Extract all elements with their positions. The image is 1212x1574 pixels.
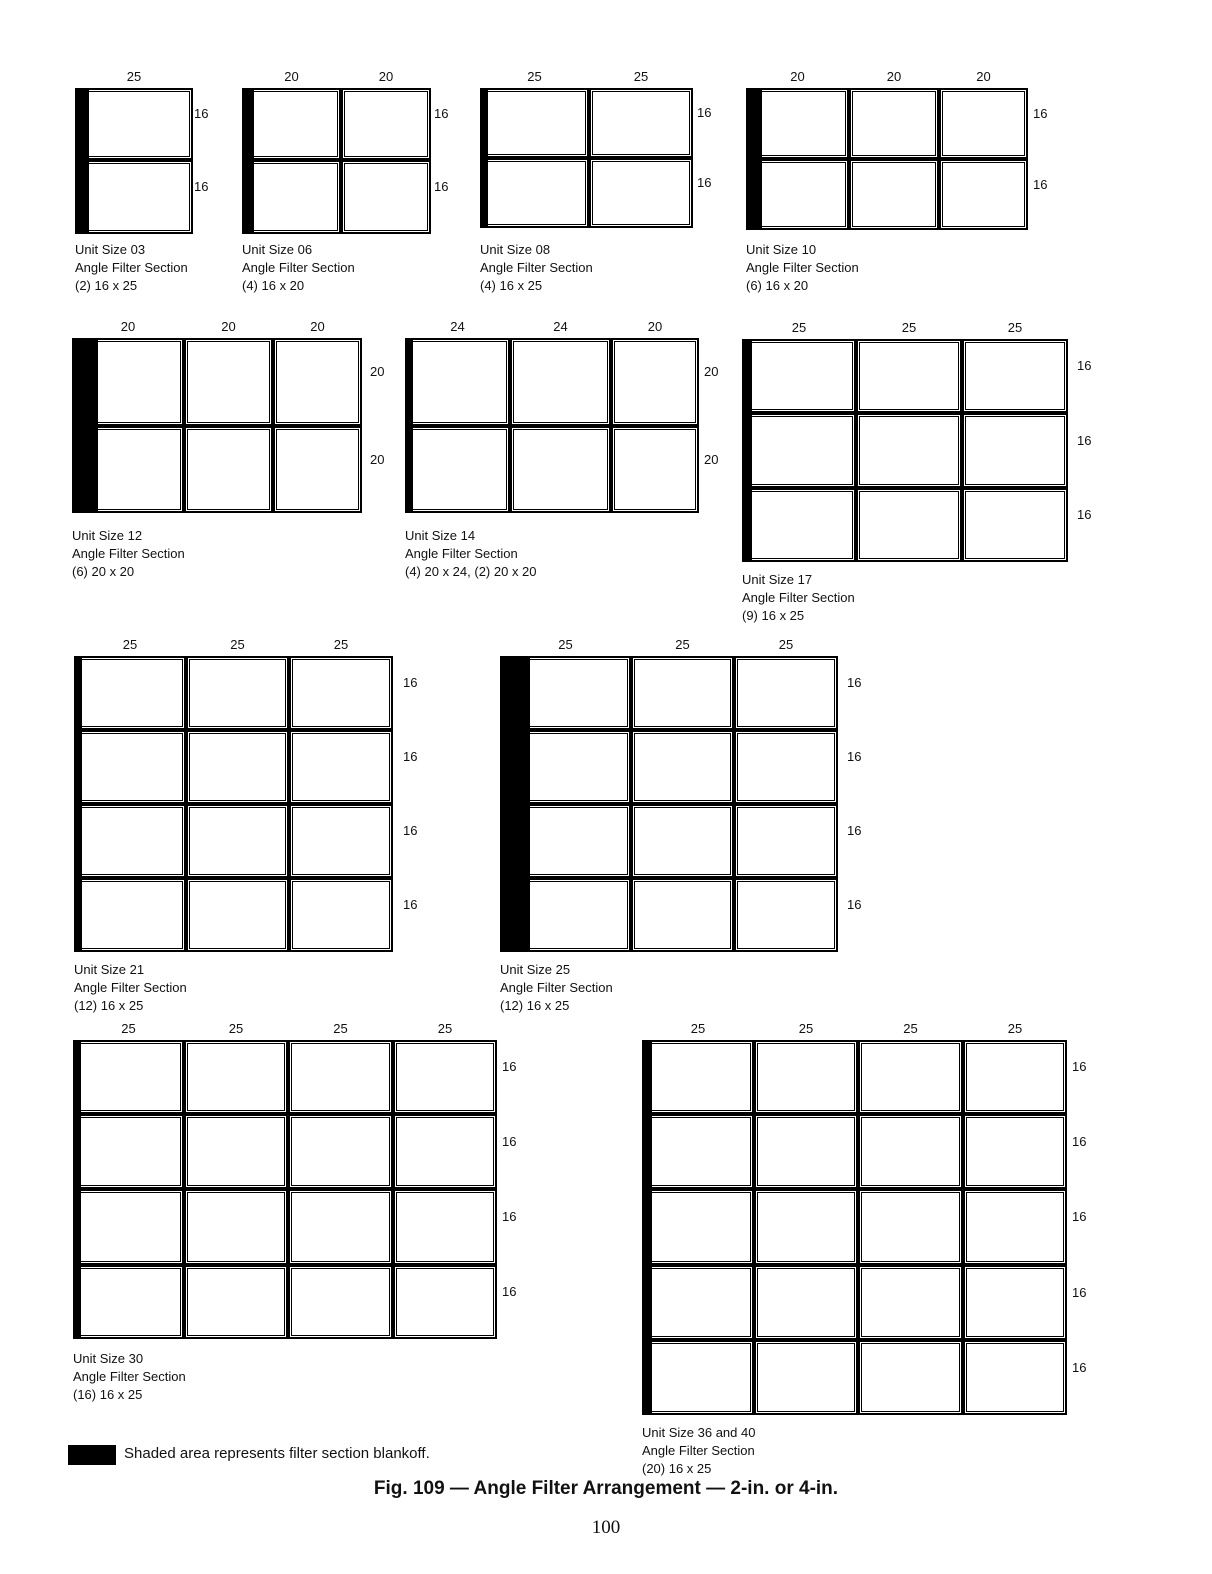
- filter-cell: [963, 1189, 1067, 1265]
- filter-cell: [631, 656, 734, 730]
- caption-line: (4) 20 x 24, (2) 20 x 20: [405, 564, 537, 579]
- filter-cell: [186, 656, 289, 730]
- filter-cell: [642, 1114, 754, 1189]
- filter-cell: [341, 160, 431, 234]
- caption-line: Angle Filter Section: [500, 980, 613, 995]
- column-width-label: 25: [901, 320, 917, 335]
- row-height-label: 16: [502, 1133, 517, 1149]
- filter-cell: [642, 1265, 754, 1340]
- filter-cell: [856, 488, 962, 562]
- blankoff-bar: [73, 1114, 81, 1189]
- filter-cell: [589, 158, 693, 228]
- row-height-label: 16: [847, 897, 862, 912]
- blankoff-bar: [500, 656, 530, 730]
- column-width-label: 25: [633, 69, 649, 84]
- filter-cell: [589, 88, 693, 158]
- filter-cell: [734, 730, 838, 804]
- blankoff-swatch: [68, 1445, 116, 1465]
- unit-caption: [242, 241, 355, 295]
- filter-cell: [184, 1265, 288, 1339]
- filter-cell: [288, 1189, 393, 1265]
- blankoff-bar: [742, 413, 752, 488]
- blankoff-bar: [72, 426, 98, 513]
- filter-cell: [242, 88, 341, 160]
- caption-line: (4) 16 x 20: [242, 278, 305, 293]
- column-width-label: 20: [976, 69, 991, 84]
- filter-cell: [754, 1040, 858, 1114]
- filter-cell: [184, 338, 273, 426]
- filter-cell: [611, 426, 699, 513]
- row-height-label: 16: [194, 106, 209, 121]
- filter-cell: [631, 804, 734, 878]
- caption-line: Unit Size 17: [742, 572, 813, 587]
- blankoff-bar: [746, 159, 762, 230]
- filter-cell: [631, 878, 734, 952]
- unit-caption: [642, 1424, 755, 1478]
- filter-cell: [74, 656, 186, 730]
- filter-cell: [273, 426, 362, 513]
- row-height-label: 16: [697, 175, 712, 190]
- row-height-label: 16: [1033, 105, 1048, 121]
- blankoff-bar: [500, 804, 530, 878]
- filter-cell: [288, 1114, 393, 1189]
- blankoff-bar: [242, 88, 254, 160]
- caption-line: Angle Filter Section: [75, 260, 188, 275]
- column-width-label: 20: [378, 69, 394, 84]
- row-height-label: 16: [697, 105, 712, 120]
- filter-cell: [393, 1189, 497, 1265]
- filter-cell: [858, 1340, 963, 1415]
- blankoff-bar: [405, 426, 413, 513]
- filter-cell: [510, 338, 611, 426]
- filter-cell: [273, 338, 362, 426]
- filter-cell: [405, 338, 510, 426]
- blankoff-bar: [74, 804, 82, 878]
- blankoff-bar: [74, 730, 82, 804]
- column-width-label: 20: [221, 319, 236, 334]
- unit-caption: [73, 1350, 186, 1404]
- figure-title: Fig. 109 — Angle Filter Arrangement — 2-in. or 4-in.: [373, 1478, 839, 1499]
- row-height-label: 16: [1077, 432, 1092, 448]
- row-height-label: 16: [403, 897, 418, 912]
- column-width-label: 25: [778, 637, 794, 652]
- column-width-label: 25: [126, 69, 142, 84]
- row-height-label: 16: [403, 749, 418, 764]
- filter-cell: [242, 160, 341, 234]
- caption-line: (6) 20 x 20: [72, 564, 135, 579]
- filter-cell: [184, 426, 273, 513]
- row-height-label: 16: [434, 106, 449, 121]
- caption-line: (2) 16 x 25: [75, 278, 138, 293]
- caption-line: Angle Filter Section: [642, 1443, 755, 1458]
- row-height-label: 20: [704, 451, 719, 467]
- column-width-label: 25: [230, 637, 245, 652]
- row-height-label: 16: [1033, 176, 1048, 192]
- filter-cell: [856, 339, 962, 413]
- blankoff-bar: [500, 730, 530, 804]
- caption-line: (9) 16 x 25: [742, 608, 805, 623]
- filter-cell: [341, 88, 431, 160]
- filter-cell: [288, 1040, 393, 1114]
- row-height-label: 20: [704, 364, 719, 379]
- blankoff-bar: [480, 158, 488, 228]
- filter-cell: [480, 158, 589, 228]
- row-height-label: 16: [1072, 1359, 1087, 1375]
- blankoff-bar: [642, 1340, 652, 1415]
- column-width-label: 25: [121, 1021, 136, 1036]
- blankoff-bar: [74, 656, 82, 730]
- filter-cell: [642, 1340, 754, 1415]
- row-height-label: 16: [1077, 358, 1092, 373]
- filter-cell: [734, 656, 838, 730]
- caption-line: Unit Size 06: [242, 242, 313, 257]
- row-height-label: 16: [847, 823, 862, 838]
- unit-caption: [75, 241, 188, 295]
- blankoff-bar: [75, 160, 89, 234]
- blankoff-bar: [746, 88, 762, 159]
- filter-cell: [754, 1265, 858, 1340]
- row-height-label: 20: [370, 364, 385, 379]
- column-width-label: 25: [558, 637, 573, 652]
- filter-cell: [742, 413, 856, 488]
- blankoff-bar: [642, 1040, 652, 1114]
- column-width-label: 25: [791, 320, 807, 335]
- unit-caption: [480, 241, 593, 295]
- blankoff-bar: [480, 88, 488, 158]
- filter-cell: [754, 1189, 858, 1265]
- blankoff-bar: [642, 1189, 652, 1265]
- filter-cell: [611, 338, 699, 426]
- filter-cell: [393, 1114, 497, 1189]
- blankoff-bar: [72, 338, 98, 426]
- filter-cell: [849, 159, 939, 230]
- caption-line: Unit Size 14: [405, 528, 476, 543]
- column-width-label: 20: [647, 319, 663, 334]
- caption-line: Angle Filter Section: [742, 590, 855, 605]
- unit-caption: [72, 527, 185, 581]
- row-height-label: 16: [1072, 1209, 1087, 1224]
- filter-cell: [742, 339, 856, 413]
- row-height-label: 16: [1072, 1284, 1087, 1300]
- caption-line: Unit Size 30: [73, 1351, 144, 1366]
- filter-cell: [962, 339, 1068, 413]
- blankoff-bar: [405, 338, 413, 426]
- caption-line: Unit Size 21: [74, 962, 145, 977]
- caption-line: Angle Filter Section: [72, 546, 185, 561]
- caption-line: Angle Filter Section: [73, 1369, 186, 1384]
- filter-cell: [734, 804, 838, 878]
- row-height-label: 16: [502, 1209, 517, 1224]
- filter-cell: [184, 1189, 288, 1265]
- filter-cell: [642, 1040, 754, 1114]
- column-width-label: 25: [437, 1021, 453, 1036]
- blankoff-bar: [742, 488, 752, 562]
- filter-cell: [480, 88, 589, 158]
- blankoff-bar: [642, 1114, 652, 1189]
- caption-line: Angle Filter Section: [405, 546, 518, 561]
- filter-cell: [963, 1265, 1067, 1340]
- column-width-label: 25: [333, 1021, 348, 1036]
- caption-line: (12) 16 x 25: [74, 998, 144, 1013]
- column-width-label: 20: [790, 69, 805, 84]
- blankoff-bar: [73, 1189, 81, 1265]
- column-width-label: 25: [122, 637, 138, 652]
- filter-cell: [963, 1114, 1067, 1189]
- row-height-label: 16: [403, 675, 418, 690]
- filter-cell: [858, 1189, 963, 1265]
- column-width-label: 25: [675, 637, 690, 652]
- filter-cell: [856, 413, 962, 488]
- caption-line: Angle Filter Section: [480, 260, 593, 275]
- filter-cell: [962, 488, 1068, 562]
- filter-cell: [742, 488, 856, 562]
- filter-cell: [73, 1265, 184, 1339]
- filter-cell: [642, 1189, 754, 1265]
- filter-cell: [289, 730, 393, 804]
- filter-cell: [405, 426, 510, 513]
- filter-cell: [186, 804, 289, 878]
- filter-cell: [858, 1114, 963, 1189]
- unit-caption: [405, 527, 537, 581]
- column-width-label: 24: [553, 319, 568, 334]
- filter-cell: [631, 730, 734, 804]
- filter-cell: [510, 426, 611, 513]
- blankoff-bar: [242, 160, 254, 234]
- blankoff-bar: [73, 1040, 81, 1114]
- filter-cell: [963, 1340, 1067, 1415]
- row-height-label: 16: [847, 749, 862, 764]
- blankoff-bar: [500, 878, 530, 952]
- column-width-label: 20: [886, 69, 902, 84]
- filter-cell: [289, 656, 393, 730]
- row-height-label: 16: [194, 179, 209, 194]
- caption-line: Unit Size 10: [746, 242, 817, 257]
- row-height-label: 16: [1072, 1059, 1087, 1074]
- column-width-label: 25: [527, 69, 542, 84]
- column-width-label: 25: [1007, 1021, 1023, 1036]
- caption-line: (4) 16 x 25: [480, 278, 543, 293]
- unit-caption: [742, 571, 855, 625]
- column-width-label: 25: [1007, 320, 1023, 335]
- column-width-label: 25: [903, 1021, 918, 1036]
- row-height-label: 16: [1077, 507, 1092, 522]
- row-height-label: 16: [403, 823, 418, 838]
- filter-cell: [186, 730, 289, 804]
- row-height-label: 20: [370, 451, 385, 467]
- caption-line: (16) 16 x 25: [73, 1387, 143, 1402]
- blankoff-bar: [75, 88, 89, 160]
- filter-cell: [184, 1114, 288, 1189]
- filter-cell: [849, 88, 939, 159]
- row-height-label: 16: [847, 675, 862, 690]
- filter-cell: [939, 159, 1028, 230]
- filter-cell: [75, 160, 193, 234]
- column-width-label: 25: [228, 1021, 244, 1036]
- unit-caption: [74, 961, 187, 1015]
- filter-cell: [73, 1040, 184, 1114]
- caption-line: Angle Filter Section: [242, 260, 355, 275]
- column-width-label: 20: [284, 69, 299, 84]
- caption-line: Angle Filter Section: [74, 980, 187, 995]
- filter-cell: [858, 1040, 963, 1114]
- filter-cell: [186, 878, 289, 952]
- filter-cell: [393, 1040, 497, 1114]
- caption-line: Angle Filter Section: [746, 260, 859, 275]
- caption-line: (6) 16 x 20: [746, 278, 809, 293]
- page-number: 100: [591, 1517, 621, 1538]
- filter-cell: [184, 1040, 288, 1114]
- filter-cell: [74, 730, 186, 804]
- blankoff-bar: [742, 339, 752, 413]
- column-width-label: 20: [310, 319, 325, 334]
- column-width-label: 24: [450, 319, 465, 334]
- blankoff-bar: [74, 878, 82, 952]
- filter-cell: [288, 1265, 393, 1339]
- filter-cell: [939, 88, 1028, 159]
- column-width-label: 25: [690, 1021, 706, 1036]
- filter-cell: [858, 1265, 963, 1340]
- filter-cell: [73, 1189, 184, 1265]
- row-height-label: 16: [502, 1284, 517, 1299]
- unit-caption: [500, 961, 613, 1015]
- filter-cell: [75, 88, 193, 160]
- column-width-label: 20: [120, 319, 136, 334]
- filter-cell: [754, 1114, 858, 1189]
- filter-cell: [393, 1265, 497, 1339]
- filter-cell: [734, 878, 838, 952]
- column-width-label: 25: [333, 637, 349, 652]
- blankoff-bar: [642, 1265, 652, 1340]
- caption-line: (20) 16 x 25: [642, 1461, 712, 1476]
- filter-cell: [74, 878, 186, 952]
- filter-cell: [289, 878, 393, 952]
- filter-cell: [73, 1114, 184, 1189]
- filter-cell: [754, 1340, 858, 1415]
- filter-cell: [289, 804, 393, 878]
- caption-line: Unit Size 12: [72, 528, 143, 543]
- row-height-label: 16: [1072, 1133, 1087, 1149]
- caption-line: Unit Size 03: [75, 242, 146, 257]
- filter-cell: [74, 804, 186, 878]
- caption-line: Unit Size 25: [500, 962, 571, 977]
- caption-line: (12) 16 x 25: [500, 998, 570, 1013]
- blankoff-bar: [73, 1265, 81, 1339]
- row-height-label: 16: [434, 179, 449, 194]
- legend-text: Shaded area represents filter section blankoff.: [124, 1445, 430, 1462]
- caption-line: Unit Size 36 and 40: [642, 1425, 756, 1440]
- filter-cell: [963, 1040, 1067, 1114]
- column-width-label: 25: [798, 1021, 814, 1036]
- caption-line: Unit Size 08: [480, 242, 551, 257]
- filter-cell: [962, 413, 1068, 488]
- unit-caption: [746, 241, 859, 295]
- row-height-label: 16: [502, 1059, 517, 1074]
